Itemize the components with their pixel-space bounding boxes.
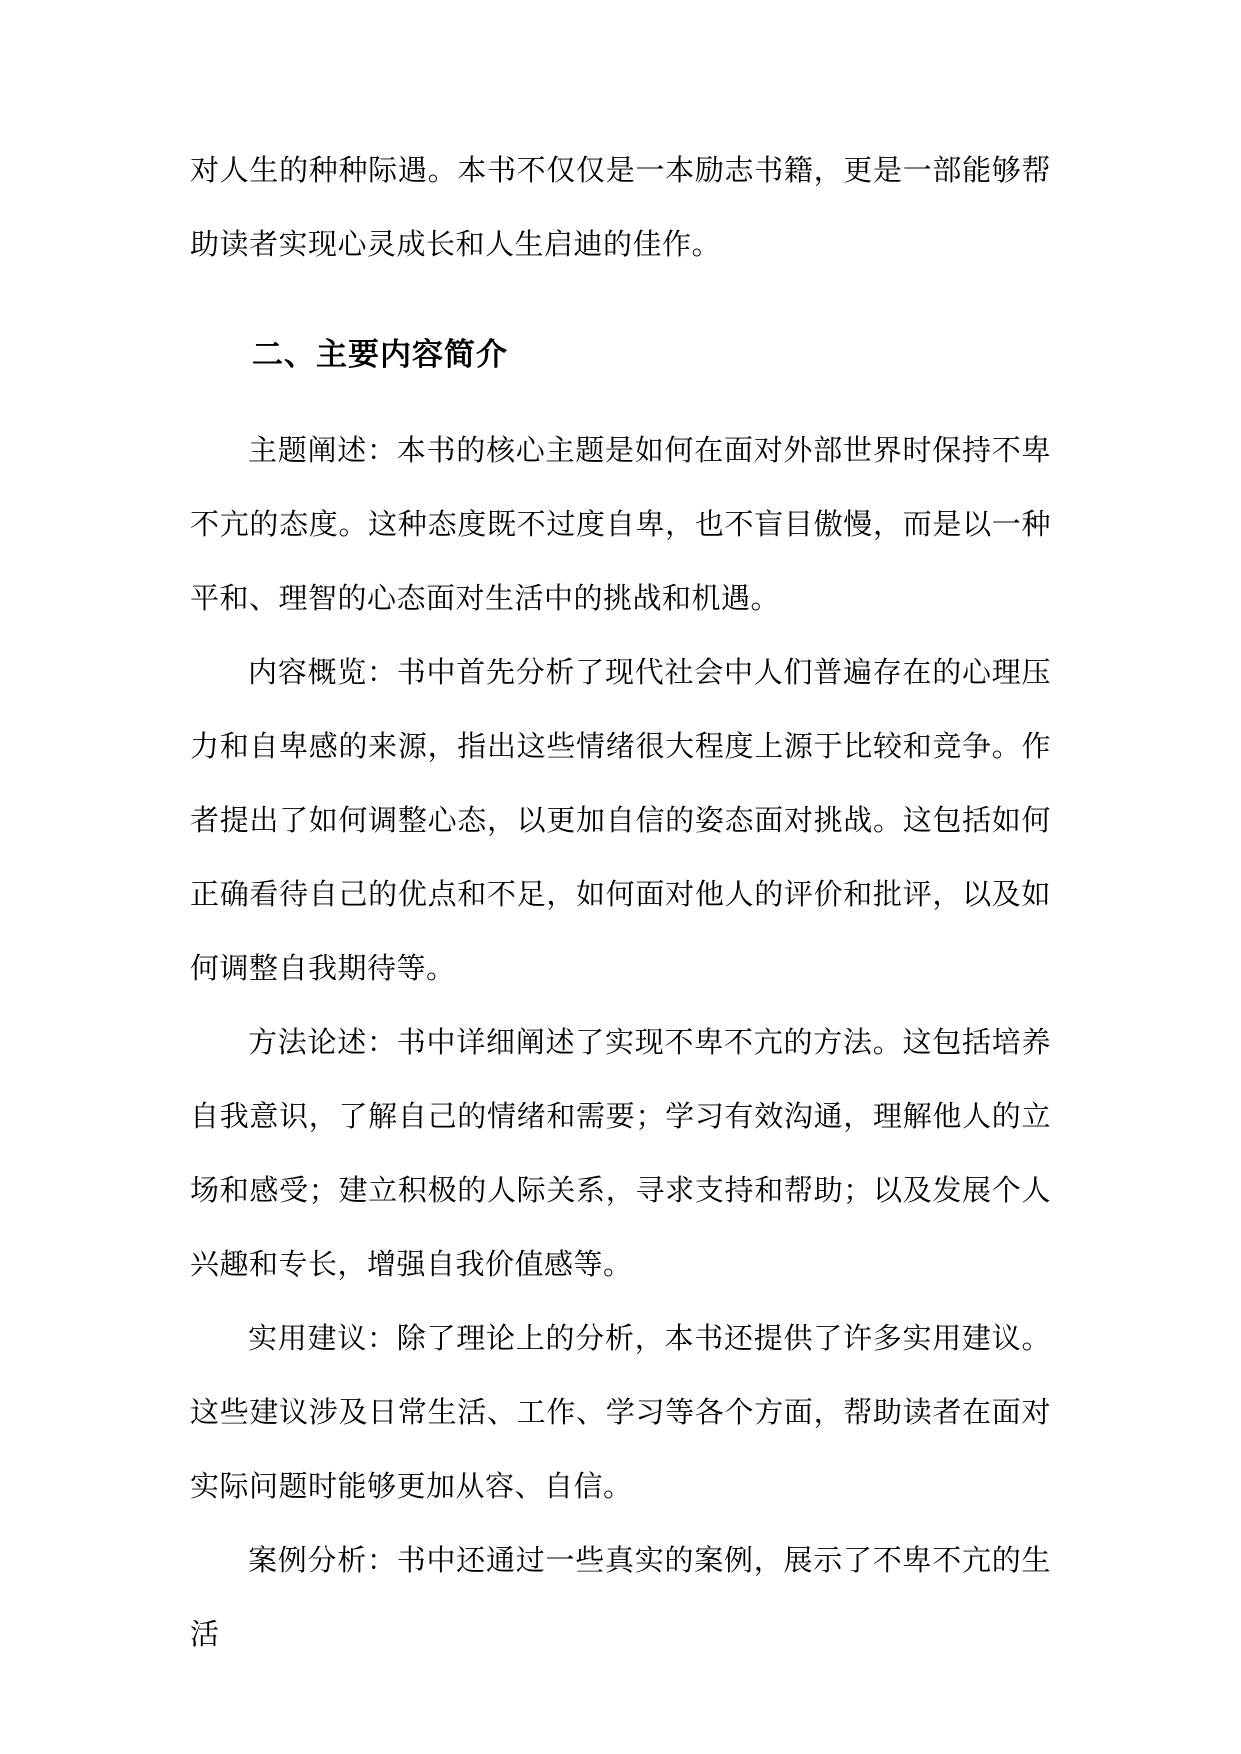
paragraph-methods: 方法论述：书中详细阐述了实现不卑不亢的方法。这包括培养自我意识，了解自己的情绪和需要；学习有效沟通，理解他人的立场和感受；建立积极的人际关系，寻求支持和帮助；以及发展个人兴趣和专长，增强自我价值感等。 [190,1025,1051,1281]
section-body [190,413,1051,1671]
paragraph-overview: 内容概览：书中首先分析了现代社会中人们普遍存在的心理压力和自卑感的来源，指出这些情绪很大程度上源于比较和竞争。作者提出了如何调整心态，以更加自信的姿态面对挑战。这包括如何正确看待自己的优点和不足，如何面对他人的评价和批评，以及如何调整自我期待等。 [190,655,1051,985]
paragraph-cases: 案例分析：书中还通过一些真实的案例，展示了不卑不亢的生活 [190,1543,1051,1651]
paragraph-theme: 主题阐述：本书的核心主题是如何在面对外部世界时保持不卑不亢的态度。这种态度既不过度自卑，也不盲目傲慢，而是以一种平和、理智的心态面对生活中的挑战和机遇。 [190,433,1051,615]
paragraph-advice: 实用建议：除了理论上的分析，本书还提供了许多实用建议。这些建议涉及日常生活、工作、学习等各个方面，帮助读者在面对实际问题时能够更加从容、自信。 [190,1321,1051,1503]
section-heading: 二、主要内容简介 [252,337,508,373]
continuation-paragraph: 对人生的种种际遇。本书不仅仅是一本励志书籍，更是一部能够帮助读者实现心灵成长和人生启迪的佳作。 [190,153,1051,261]
